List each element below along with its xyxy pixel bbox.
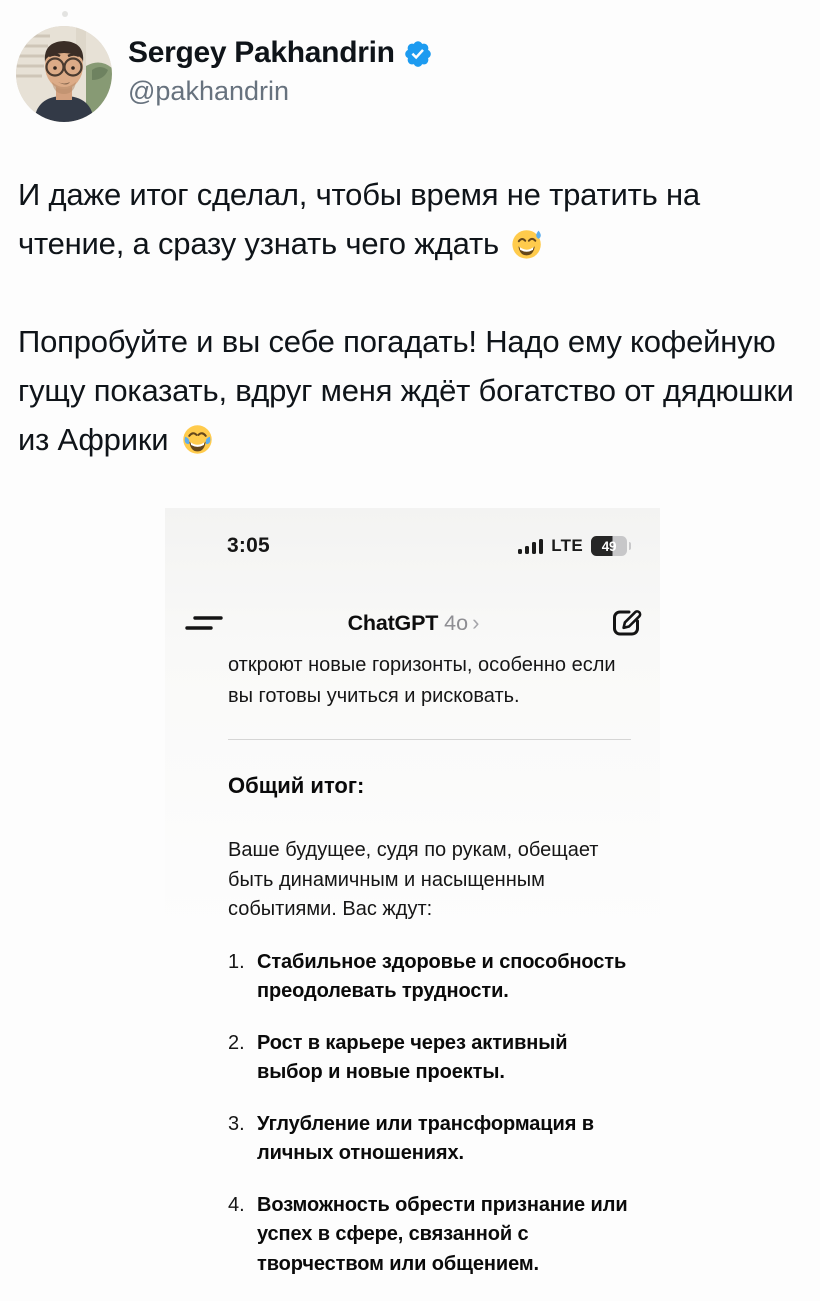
chatgpt-header [181, 602, 646, 644]
status-time: 3:05 [227, 534, 270, 557]
new-chat-compose-icon[interactable] [608, 604, 646, 642]
battery-percent: 49 [601, 538, 617, 554]
list-item-text: Стабильное здоровье и способность преодолевать трудности. [257, 950, 627, 1002]
tweet-paragraph [18, 170, 796, 268]
grinning-face-with-sweat-emoji [511, 227, 544, 260]
app-name: ChatGPT [347, 611, 439, 635]
list-item-number: 3. [228, 1112, 245, 1135]
tweet-paragraph-text: И даже итог сделал, чтобы время не тратить на чтение, а сразу узнать чего ждать [18, 177, 700, 261]
list-item-text: Возможность обрести признание или успех в сфере, связанной с творчеством или общением. [257, 1193, 628, 1275]
message-partial-paragraph: откроют новые горизонты, особенно если вы готовы учиться и рисковать. [228, 654, 616, 707]
verified-badge-icon [403, 39, 433, 69]
chat-title[interactable] [181, 610, 646, 636]
list-item [228, 1029, 631, 1088]
cellular-signal-icon [518, 539, 544, 554]
model-name: 4o [444, 611, 469, 635]
author-name[interactable]: Sergey Pakhandrin [128, 36, 395, 69]
list-item-number: 4. [228, 1193, 245, 1216]
network-type-label: LTE [551, 536, 583, 555]
message-divider [228, 739, 631, 740]
face-with-tears-of-joy-emoji [181, 423, 214, 456]
message-section-title: Общий итог: [228, 773, 365, 798]
avatar[interactable] [16, 26, 112, 122]
list-item [228, 1110, 631, 1169]
ios-status-bar [227, 534, 627, 558]
assistant-message [228, 650, 631, 1301]
battery-icon [591, 536, 627, 556]
dust-speck [62, 11, 68, 17]
list-item [228, 948, 631, 1007]
message-numbered-list [228, 948, 631, 1280]
menu-icon[interactable] [181, 606, 223, 640]
tweet-paragraph-text: Попробуйте и вы себе погадать! Надо ему кофейную гущу показать, вдруг меня ждёт богатство от дядюшки из Африки [18, 324, 794, 457]
list-item [228, 1191, 631, 1280]
tweet-paragraph [18, 317, 796, 464]
avatar-portrait-illustration [16, 26, 112, 122]
list-item-number: 1. [228, 950, 245, 973]
message-intro: Ваше будущее, судя по рукам, обещает быть динамичным и насыщенным событиями. Вас ждут: [228, 839, 599, 920]
author-handle[interactable]: @pakhandrin [128, 76, 290, 106]
tweet-author-header [16, 26, 433, 122]
list-item-text: Углубление или трансформация в личных отношениях. [257, 1112, 594, 1164]
embedded-chatgpt-screenshot [165, 508, 660, 1280]
list-item-number: 2. [228, 1031, 245, 1054]
chevron-right-icon: › [472, 610, 480, 635]
list-item-text: Рост в карьере через активный выбор и новые проекты. [257, 1031, 568, 1083]
tweet-text [18, 170, 796, 513]
